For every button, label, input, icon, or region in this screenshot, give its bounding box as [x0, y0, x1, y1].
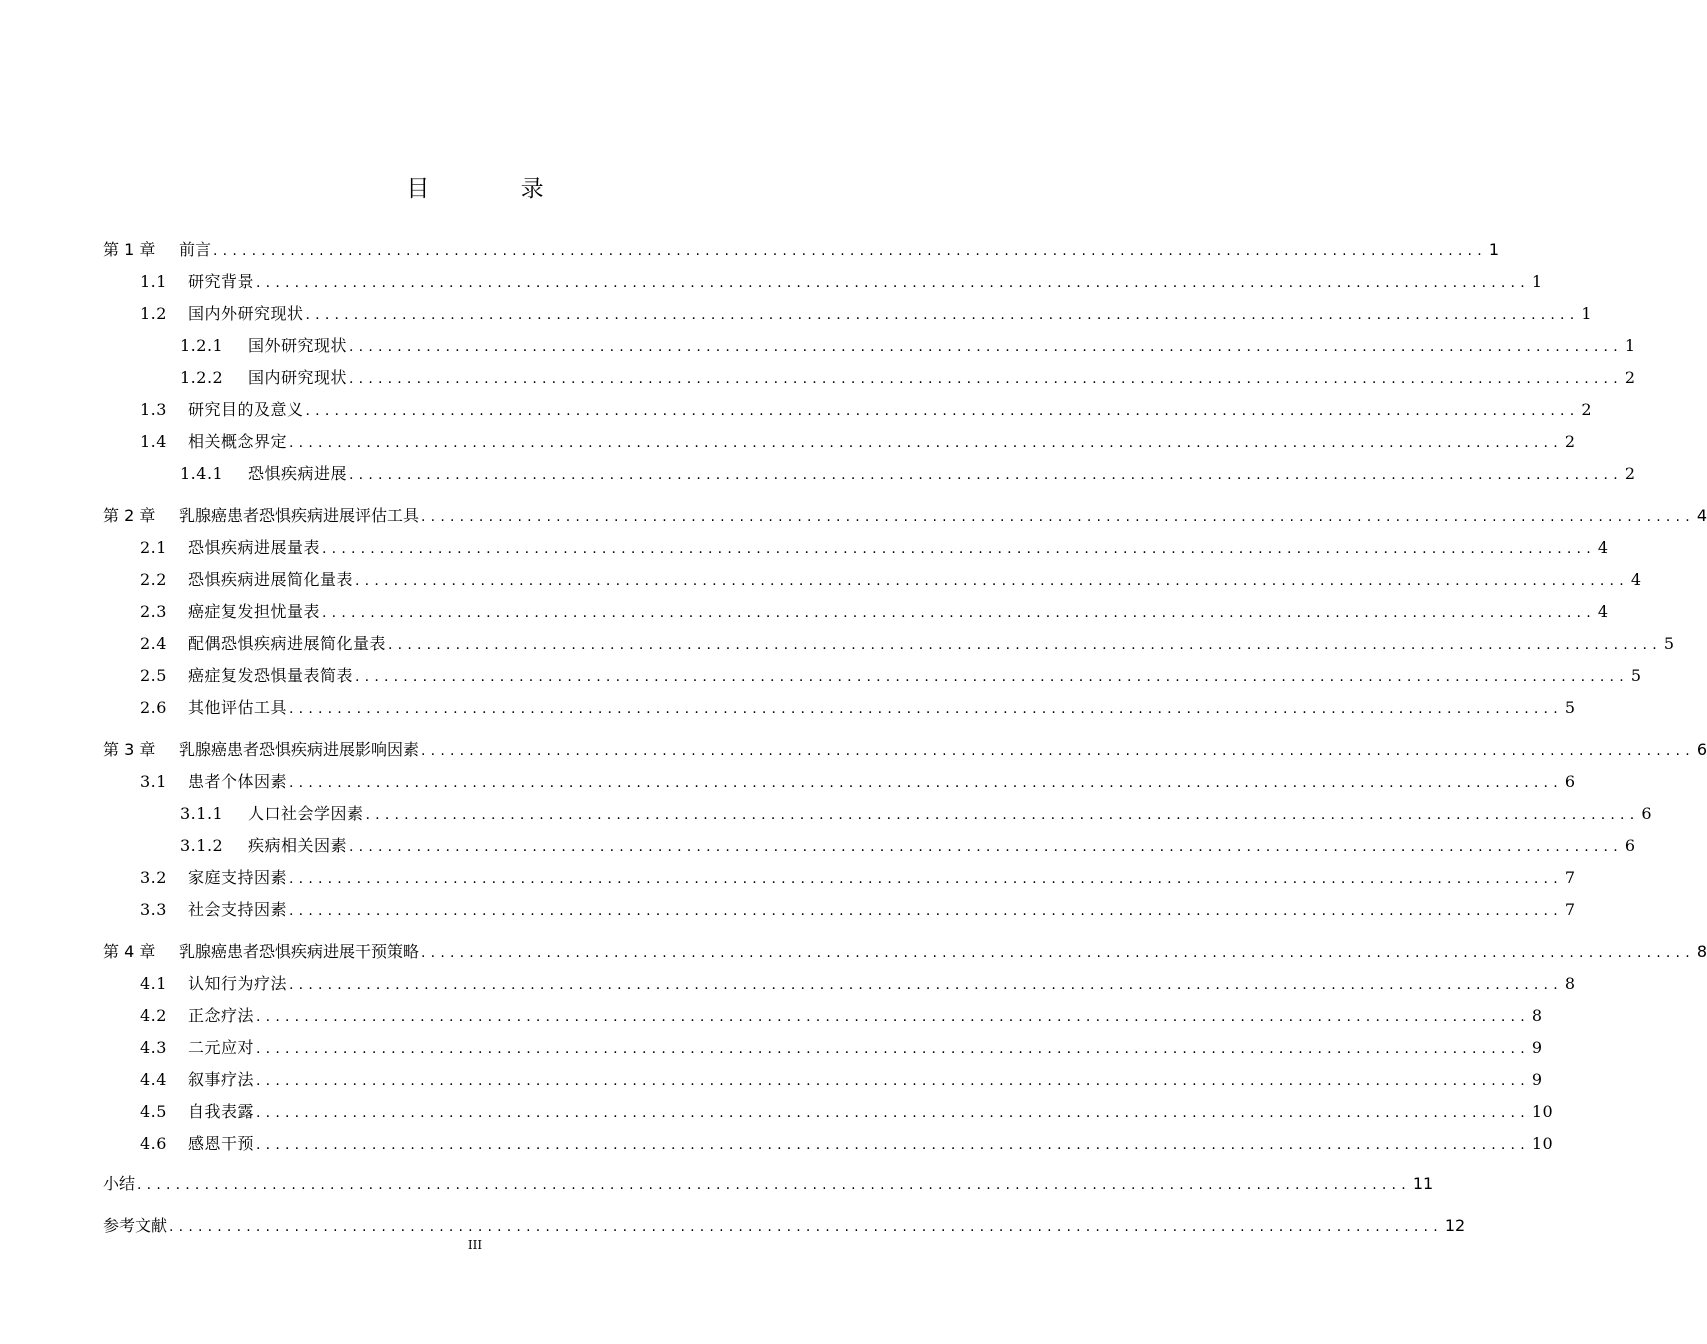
toc-entry[interactable] — [140, 864, 1576, 888]
toc-dot-leader: .................................................................................................................................... — [256, 1041, 1530, 1057]
toc-entry-number: 4.5 — [140, 1102, 167, 1121]
toc-entry-number: 1.4 — [140, 432, 167, 451]
toc-entry-title: 癌症复发恐惧量表简表 — [188, 666, 354, 685]
toc-entry-title: 研究目的及意义 — [188, 400, 304, 419]
toc-dot-leader: .................................................................................................................................... — [289, 701, 1563, 717]
toc-entry-page: 4 — [1630, 570, 1642, 589]
toc-entry-page: 4 — [1696, 506, 1707, 525]
toc-dot-leader: .................................................................................................................................... — [137, 1177, 1411, 1193]
toc-entry-number: 第 1 章 — [103, 240, 156, 259]
toc-entry-page: 7 — [1564, 900, 1576, 919]
toc-dot-leader: .................................................................................................................................... — [421, 945, 1695, 961]
toc-entry-number: 1.1 — [140, 272, 167, 291]
toc-entry-number: 2.6 — [140, 698, 167, 717]
toc-entry[interactable] — [140, 534, 1609, 558]
toc-entry-page: 10 — [1531, 1102, 1554, 1121]
toc-dot-leader: .................................................................................................................................... — [349, 467, 1623, 483]
toc-entry-page: 10 — [1531, 1134, 1554, 1153]
toc-entry-page: 6 — [1624, 836, 1636, 855]
toc-dot-leader: .................................................................................................................................... — [355, 573, 1629, 589]
toc-entry-number: 2.4 — [140, 634, 167, 653]
toc-entry-title: 叙事疗法 — [188, 1070, 255, 1089]
toc-dot-leader: .................................................................................................................................... — [256, 1073, 1530, 1089]
toc-entry-title: 恐惧疾病进展量表 — [188, 538, 321, 557]
toc-dot-leader: .................................................................................................................................... — [305, 403, 1580, 419]
toc-entry-title: 乳腺癌患者恐惧疾病进展干预策略 — [179, 942, 420, 961]
toc-entry-number: 1.2 — [140, 304, 167, 323]
toc-entry-title: 家庭支持因素 — [188, 868, 288, 887]
toc-entry[interactable] — [140, 662, 1642, 686]
toc-entry[interactable] — [140, 598, 1609, 622]
toc-entry-page: 11 — [1412, 1174, 1434, 1193]
toc-dot-leader: .................................................................................................................................... — [349, 339, 1623, 355]
toc-entry[interactable] — [103, 1212, 1466, 1236]
toc-entry-number: 4.1 — [140, 974, 167, 993]
toc-entry-title: 配偶恐惧疾病进展简化量表 — [188, 634, 387, 653]
toc-dot-leader: .................................................................................................................................... — [388, 637, 1662, 653]
toc-entry-title: 自我表露 — [188, 1102, 255, 1121]
toc-entry-title: 小结 — [103, 1174, 136, 1193]
toc-dot-leader: .................................................................................................................................... — [256, 1009, 1530, 1025]
toc-entry[interactable] — [140, 566, 1642, 590]
toc-dot-leader: .................................................................................................................................... — [349, 839, 1623, 855]
toc-entry-title: 二元应对 — [188, 1038, 255, 1057]
toc-dot-leader: .................................................................................................................................... — [256, 1137, 1530, 1153]
toc-entry-number: 1.3 — [140, 400, 167, 419]
toc-entry[interactable] — [180, 332, 1636, 356]
toc-entry-page: 5 — [1630, 666, 1642, 685]
toc-entry-title: 国外研究现状 — [248, 336, 348, 355]
toc-entry[interactable] — [180, 364, 1636, 388]
toc-entry-title: 相关概念界定 — [188, 432, 288, 451]
toc-entry[interactable] — [140, 428, 1576, 452]
toc-entry-number: 2.2 — [140, 570, 167, 589]
page-number: III — [467, 1238, 483, 1252]
toc-entry[interactable] — [103, 1170, 1434, 1194]
toc-dot-leader: .................................................................................................................................... — [355, 669, 1629, 685]
toc-dot-leader: .................................................................................................................................... — [256, 1105, 1530, 1121]
toc-entry-title: 前言 — [179, 240, 212, 259]
toc-entry-title: 乳腺癌患者恐惧疾病进展影响因素 — [179, 740, 420, 759]
toc-dot-leader: .................................................................................................................................... — [169, 1219, 1443, 1235]
toc-entry-page: 1 — [1581, 304, 1593, 323]
toc-entry[interactable] — [140, 1002, 1543, 1026]
toc-entry-page: 8 — [1531, 1006, 1543, 1025]
toc-entry-number: 第 4 章 — [103, 942, 156, 961]
toc-entry-number: 4.2 — [140, 1006, 167, 1025]
toc-entry-title: 国内研究现状 — [248, 368, 348, 387]
toc-entry[interactable] — [140, 630, 1675, 654]
toc-dot-leader: .................................................................................................................................... — [289, 977, 1563, 993]
toc-entry-title: 感恩干预 — [188, 1134, 255, 1153]
toc-dot-leader: .................................................................................................................................... — [349, 371, 1623, 387]
toc-entry-number: 2.1 — [140, 538, 167, 557]
toc-entry[interactable] — [180, 832, 1636, 856]
toc-entry[interactable] — [103, 502, 1707, 526]
toc-dot-leader: .................................................................................................................................... — [289, 871, 1563, 887]
toc-entry-page: 12 — [1444, 1216, 1466, 1235]
toc-entry-page: 5 — [1564, 698, 1576, 717]
toc-dot-leader: .................................................................................................................................... — [289, 435, 1563, 451]
toc-entry[interactable] — [140, 396, 1593, 420]
toc-entry-title: 患者个体因素 — [188, 772, 288, 791]
toc-entry-number: 第 2 章 — [103, 506, 156, 525]
toc-entry-page: 9 — [1531, 1038, 1543, 1057]
toc-entry-page: 8 — [1564, 974, 1576, 993]
toc-entry-title: 人口社会学因素 — [248, 804, 364, 823]
toc-dot-leader: .................................................................................................................................... — [322, 605, 1596, 621]
toc-entry-page: 8 — [1696, 942, 1707, 961]
toc-entry[interactable] — [140, 268, 1543, 292]
toc-entry[interactable] — [140, 896, 1576, 920]
toc-entry-number: 4.6 — [140, 1134, 167, 1153]
toc-entry[interactable] — [140, 970, 1576, 994]
toc-entry[interactable] — [180, 800, 1653, 824]
toc-entry-title: 国内外研究现状 — [188, 304, 304, 323]
toc-entry-title: 恐惧疾病进展 — [248, 464, 348, 483]
toc-entry-page: 2 — [1624, 368, 1636, 387]
toc-entry-title: 恐惧疾病进展简化量表 — [188, 570, 354, 589]
toc-entry-page: 2 — [1581, 400, 1593, 419]
toc-dot-leader: .................................................................................................................................... — [213, 243, 1487, 259]
toc-entry-title: 参考文献 — [103, 1216, 168, 1235]
toc-entry-page: 1 — [1624, 336, 1636, 355]
toc-entry-page: 6 — [1564, 772, 1576, 791]
toc-entry[interactable] — [140, 1130, 1554, 1154]
toc-entry-title: 疾病相关因素 — [248, 836, 348, 855]
toc-entry-number: 4.3 — [140, 1038, 167, 1057]
toc-entry-page: 7 — [1564, 868, 1576, 887]
toc-entry-page: 1 — [1531, 272, 1543, 291]
toc-entry[interactable] — [140, 1066, 1543, 1090]
toc-entry-page: 2 — [1624, 464, 1636, 483]
toc-entry[interactable] — [140, 1034, 1543, 1058]
toc-entry[interactable] — [180, 460, 1636, 484]
page-title: 目 录 — [406, 176, 586, 202]
toc-entry-title: 乳腺癌患者恐惧疾病进展评估工具 — [179, 506, 420, 525]
toc-entry-title: 认知行为疗法 — [188, 974, 288, 993]
toc-entry-page: 4 — [1597, 602, 1609, 621]
toc-entry-page: 4 — [1597, 538, 1609, 557]
toc-entry-number: 2.3 — [140, 602, 167, 621]
toc-entry[interactable] — [140, 768, 1576, 792]
toc-entry[interactable] — [140, 300, 1593, 324]
toc-dot-leader: .................................................................................................................................... — [289, 903, 1563, 919]
toc-dot-leader: .................................................................................................................................... — [322, 541, 1596, 557]
toc-entry[interactable] — [103, 736, 1707, 760]
toc-entry[interactable] — [140, 1098, 1554, 1122]
toc-dot-leader: .................................................................................................................................... — [365, 807, 1640, 823]
toc-entry-number: 第 3 章 — [103, 740, 156, 759]
toc-entry-number: 3.1 — [140, 772, 167, 791]
toc-entry-number: 3.3 — [140, 900, 167, 919]
toc-entry-title: 其他评估工具 — [188, 698, 288, 717]
toc-entry[interactable] — [103, 938, 1707, 962]
toc-entry-page: 6 — [1641, 804, 1653, 823]
toc-entry-title: 社会支持因素 — [188, 900, 288, 919]
toc-entry-title: 正念疗法 — [188, 1006, 255, 1025]
toc-entry-page: 2 — [1564, 432, 1576, 451]
toc-entry-number: 4.4 — [140, 1070, 167, 1089]
toc-entry[interactable] — [103, 236, 1500, 260]
toc-entry-page: 9 — [1531, 1070, 1543, 1089]
toc-entry-page: 1 — [1488, 240, 1500, 259]
toc-entry-title: 研究背景 — [188, 272, 255, 291]
toc-dot-leader: .................................................................................................................................... — [421, 743, 1695, 759]
toc-entry-number: 1.2.1 — [180, 336, 224, 355]
toc-entry-number: 1.2.2 — [180, 368, 224, 387]
toc-entry-number: 3.1.2 — [180, 836, 224, 855]
toc-dot-leader: .................................................................................................................................... — [256, 275, 1530, 291]
toc-entry-number: 2.5 — [140, 666, 167, 685]
toc-entry-number: 3.2 — [140, 868, 167, 887]
toc-dot-leader: .................................................................................................................................... — [289, 775, 1563, 791]
toc-entry-number: 3.1.1 — [180, 804, 224, 823]
toc-dot-leader: .................................................................................................................................... — [305, 307, 1580, 323]
toc-entry-title: 癌症复发担忧量表 — [188, 602, 321, 621]
toc-entry[interactable] — [140, 694, 1576, 718]
toc-entry-page: 5 — [1663, 634, 1675, 653]
toc-dot-leader: .................................................................................................................................... — [421, 509, 1695, 525]
toc-entry-number: 1.4.1 — [180, 464, 224, 483]
toc-entry-page: 6 — [1696, 740, 1707, 759]
